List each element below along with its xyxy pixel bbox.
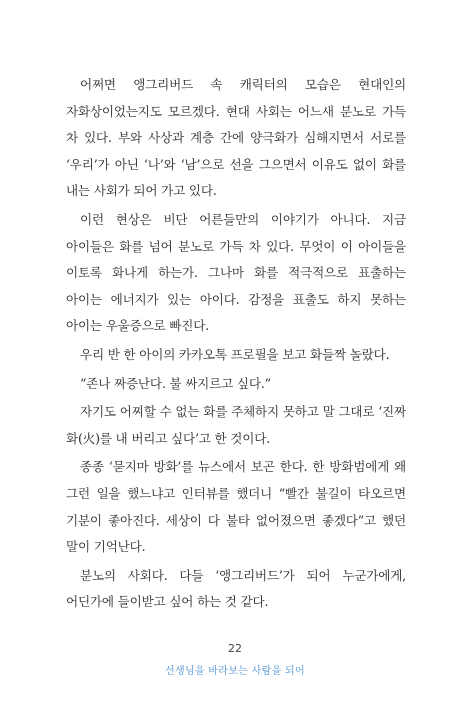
paragraph: 어쩌면 앵그리버드 속 캐릭터의 모습은 현대인의 자화상이었는지도 모르겠다. 현대 사회는 어느새 분노로 가득 차 있다. 부와 사상과 계층 간에 양극화가 심해지면서 서로를 ‘우리’가 아닌 ‘나’와 ‘남’으로 선을 그으면서 이유도 없이 화를 내는 사회가 되어 가고 있다. <box>66 77 406 199</box>
paragraph: 우리 반 한 아이의 카카오톡 프로필을 보고 화들짝 놀랐다. <box>80 346 390 362</box>
paragraph: 이런 현상은 비단 어른들만의 이야기가 아니다. 지금 아이들은 화를 넘어 분노로 가득 차 있다. 무엇이 이 아이들을 이토록 화나게 하는가. 그나마 화를 적극적으로 표출하는 아이는 에너지가 있는 아이다. 감정을 표출도 하지 못하는 아이는 우울증으로 빠진다. <box>66 211 406 334</box>
paragraph: 자기도 어찌할 수 없는 화를 주체하지 못하고 말 그대로 ‘진짜 화(火)를 내 버리고 싶다’고 한 것이다. <box>66 404 406 446</box>
paragraph: 종종 ‘묻지마 방화’를 뉴스에서 보곤 한다. 한 방화범에게 왜 그런 일을 했느냐고 인터뷰를 했더니 “빨간 불길이 타오르면 기분이 좋아진다. 세상이 다 불타 없어졌으면 좋겠다”고 했던 말이 기억난다. <box>66 459 406 555</box>
paragraph: “존나 짜증난다. 불 싸지르고 싶다.” <box>80 375 271 391</box>
page-number: 22 <box>228 642 242 655</box>
body-text <box>66 72 406 618</box>
footer-book-title: 선생님을 바라보는 사람을 되어 <box>165 666 305 677</box>
paragraph: 분노의 사회다. 다들 ‘앵그리버드’가 되어 누군가에게, 어딘가에 들이받고 싶어 하는 것 같다. <box>66 567 406 610</box>
